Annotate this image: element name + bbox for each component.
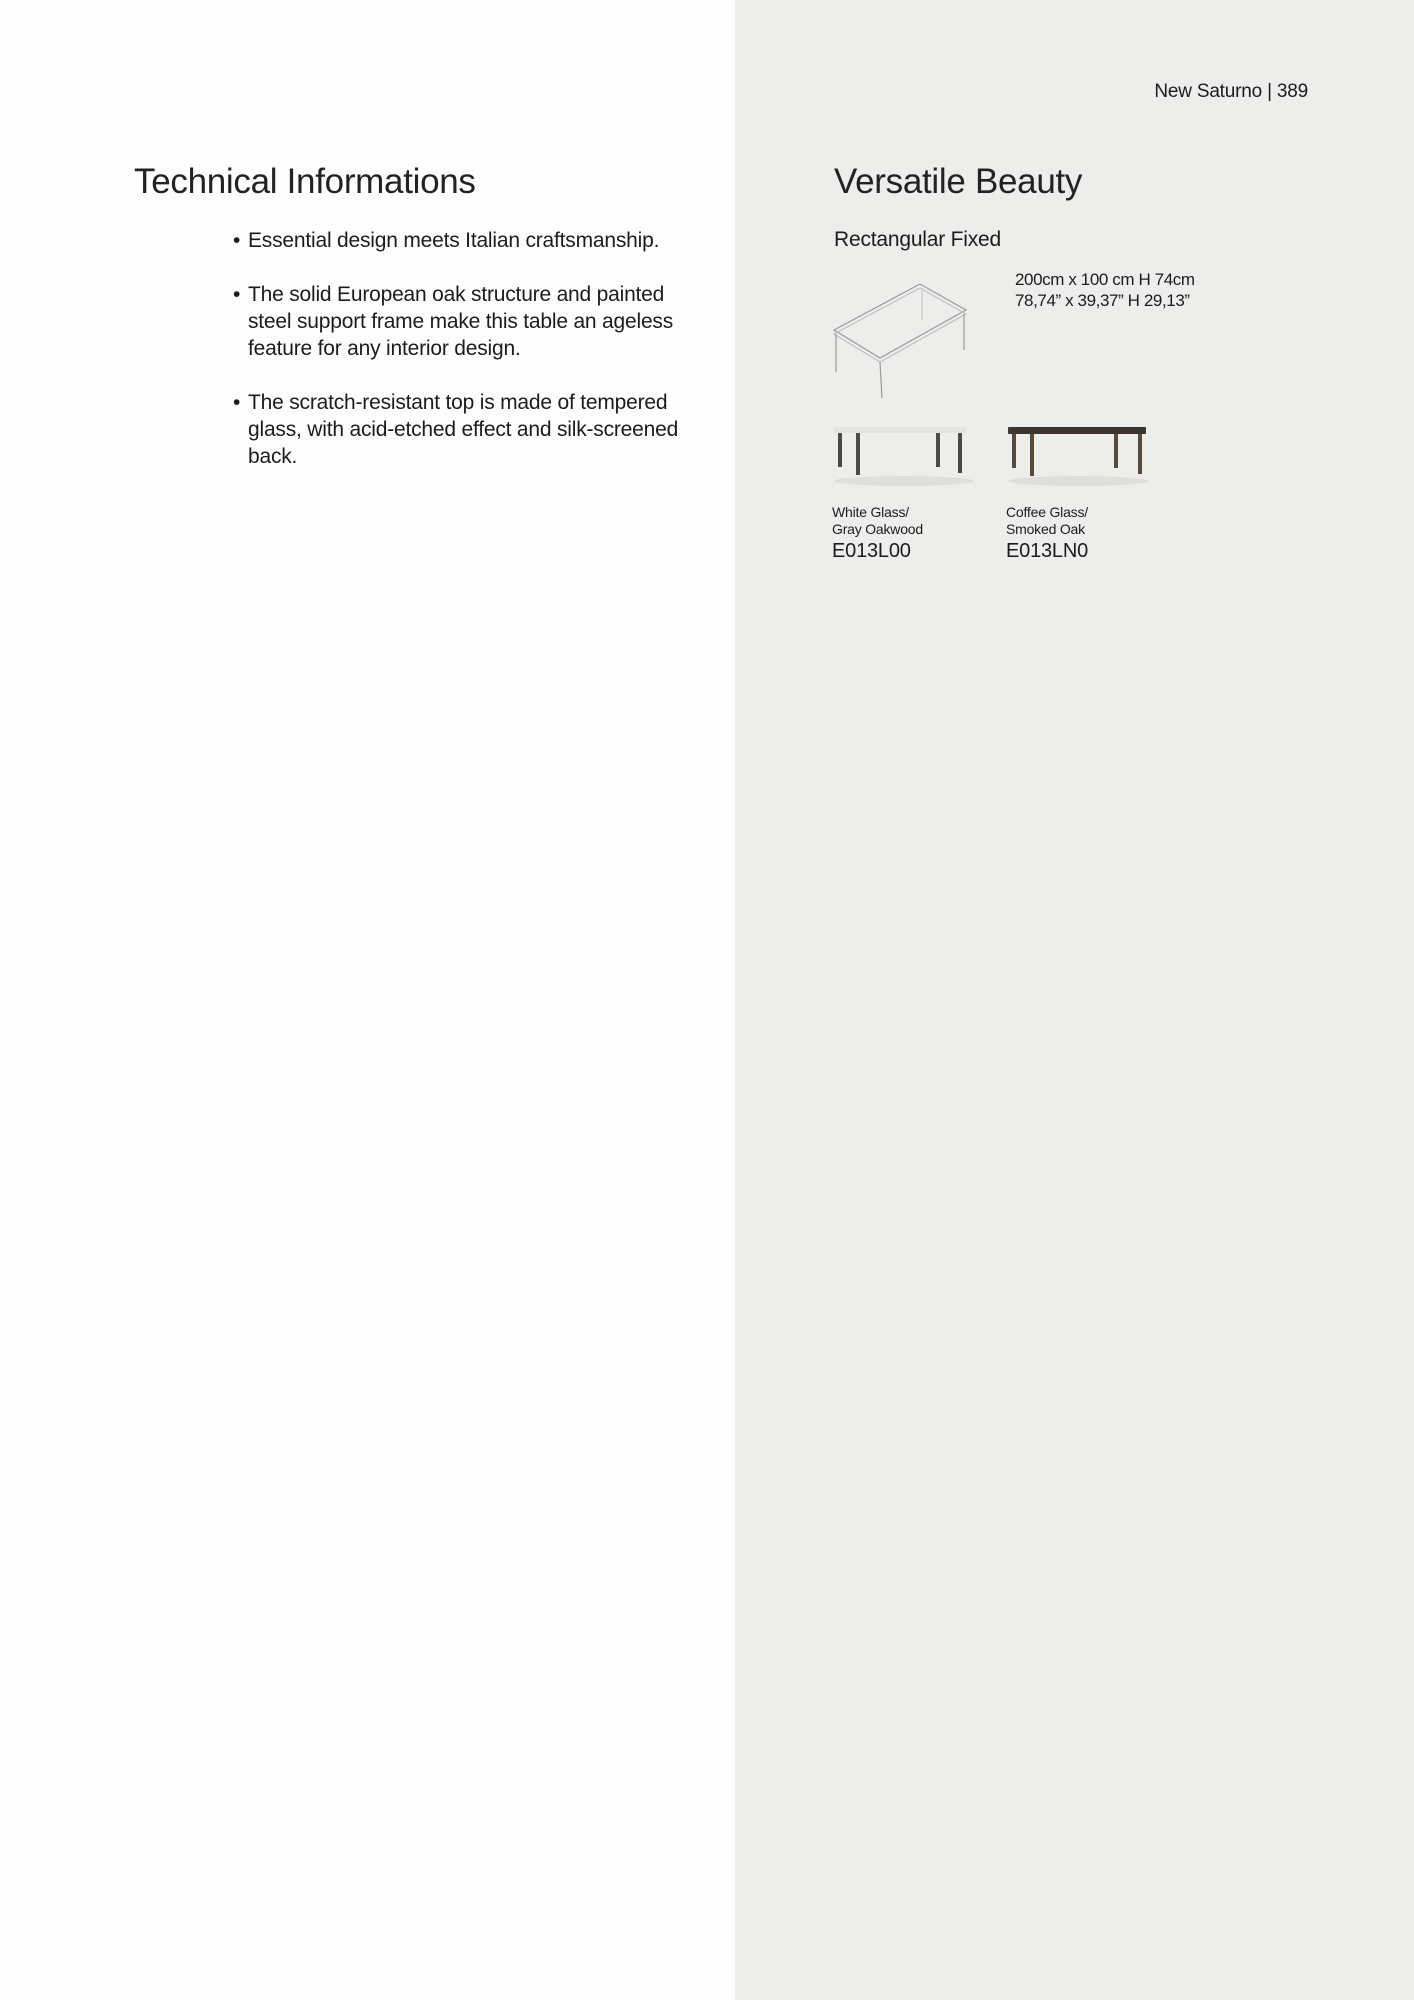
- table-top: [1008, 427, 1146, 434]
- dimensions: [1015, 269, 1195, 311]
- table-line-drawing: [832, 282, 968, 400]
- finish-glass: White Glass/: [832, 504, 909, 520]
- table-coffee-glass-image: [1006, 413, 1156, 491]
- bullet-item: • The solid European oak structure and painted steel support frame make this table an ageless feature for any interior design.: [233, 281, 713, 362]
- product-code: E013LN0: [1006, 540, 1088, 562]
- dimensions-imperial: 78,74” x 39,37” H 29,13”: [1015, 291, 1190, 310]
- table-leg: [856, 433, 860, 475]
- table-leg: [1030, 434, 1034, 476]
- finish-wood: Gray Oakwood: [832, 521, 923, 537]
- table-leg: [1138, 434, 1142, 474]
- finish-label: [1006, 504, 1156, 538]
- finish-glass: Coffee Glass/: [1006, 504, 1088, 520]
- technical-title: Technical Informations: [134, 162, 476, 201]
- table-leg: [838, 433, 842, 467]
- table-leg: [936, 433, 940, 467]
- product-code: E013L00: [832, 540, 911, 562]
- table-leg: [1114, 434, 1118, 468]
- table-leg: [1012, 434, 1016, 468]
- variant-white-glass: [832, 413, 982, 563]
- finish-label: [832, 504, 982, 538]
- technical-bullet-list: [233, 227, 713, 497]
- finish-wood: Smoked Oak: [1006, 521, 1085, 537]
- dimensions-metric: 200cm x 100 cm H 74cm: [1015, 270, 1195, 289]
- table-white-glass-image: [832, 413, 982, 491]
- table-top: [834, 427, 966, 433]
- variant-coffee-glass: [1006, 413, 1156, 563]
- table-leg: [958, 433, 962, 473]
- bullet-item: • The scratch-resistant top is made of tempered glass, with acid-etched effect and silk-screened back.: [233, 389, 713, 470]
- configuration-subtitle: Rectangular Fixed: [834, 228, 1002, 251]
- bullet-item: • Essential design meets Italian craftsmanship.: [233, 227, 713, 254]
- versatile-title: Versatile Beauty: [834, 162, 1083, 201]
- page-header: New Saturno | 389: [1154, 81, 1308, 102]
